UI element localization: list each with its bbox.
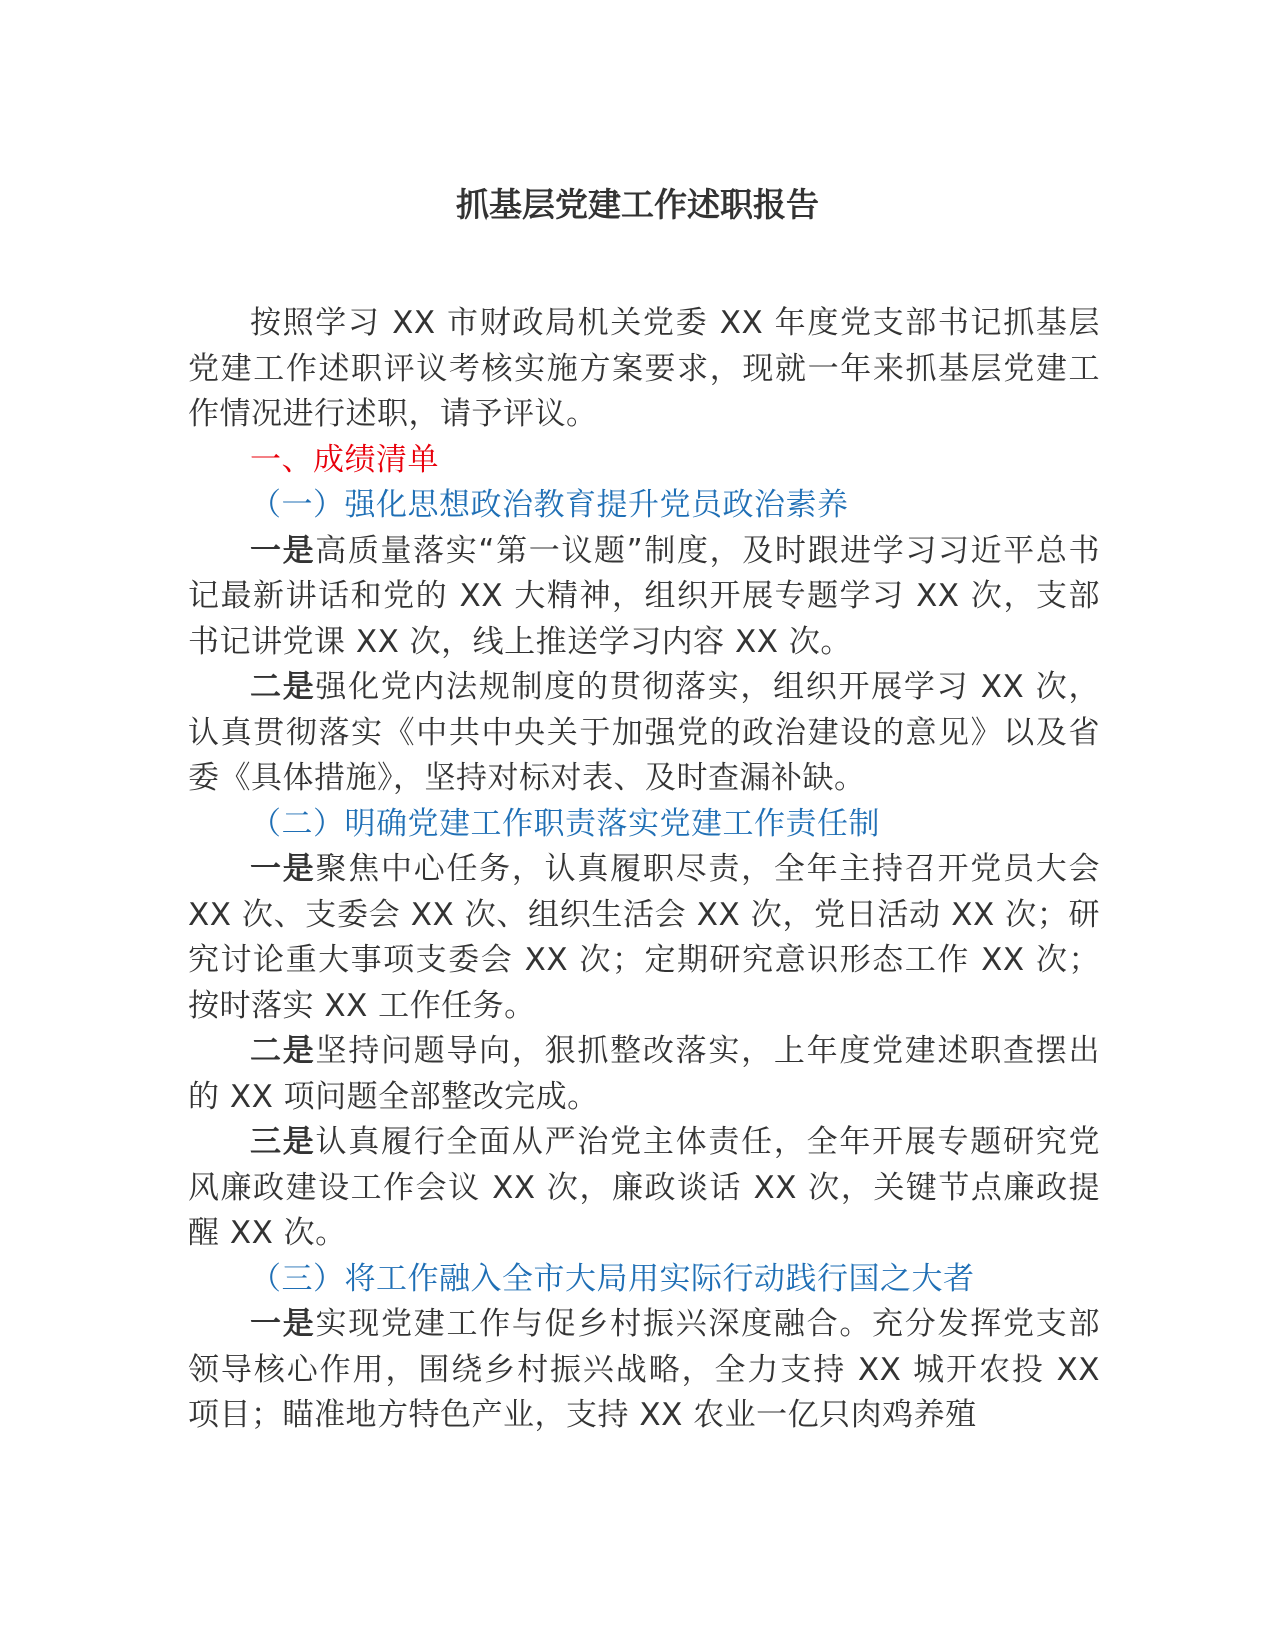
paragraph-lead: 一是 [250, 1306, 316, 1342]
paragraph-lead: 一是 [250, 851, 316, 887]
paragraph-text: 实现党建工作与促乡村振兴深度融合。充分发挥党支部领导核心作用，围绕乡村振兴战略，全力支持 XX 城开农投 XX 项目；瞄准地方特色产业，支持 XX 农业一亿只肉鸡养殖 [188, 1306, 1101, 1433]
intro-paragraph: 按照学习 XX 市财政局机关党委 XX 年度党支部书记抓基层党建工作述职评议考核实施方案要求，现就一年来抓基层党建工作情况进行述职，请予评议。 [188, 305, 1100, 432]
paragraph-3-1 [188, 1302, 1100, 1439]
paragraph-1-1 [188, 529, 1100, 666]
paragraph-2-3 [188, 1120, 1100, 1257]
document-title: 抓基层党建工作述职报告 [456, 185, 819, 224]
subsection-heading-1: （一）强化思想政治教育提升党员政治素养 [250, 487, 849, 523]
paragraph-2-1 [188, 847, 1100, 1029]
subsection-heading-3: （三）将工作融入全市大局用实际行动践行国之大者 [250, 1260, 975, 1297]
paragraph-text: 聚焦中心任务，认真履职尽责，全年主持召开党员大会 XX 次、支委会 XX 次、组织生活会 XX 次，党日活动 XX 次；研究讨论重大事项支委会 XX 次；定期研究意识形态工作 XX 次；按时落实 XX 工作任务。 [188, 851, 1101, 1024]
paragraph-lead: 二是 [250, 669, 316, 705]
paragraph-2-2 [188, 1029, 1100, 1120]
paragraph-lead: 二是 [250, 1033, 316, 1069]
paragraph-text: 强化党内法规制度的贯彻落实，组织开展学习 XX 次，认真贯彻落实《中共中央关于加强党的政治建设的意见》以及省委《具体措施》，坚持对标对表、及时查漏补缺。 [188, 669, 1100, 796]
paragraph-text: 坚持问题导向，狠抓整改落实，上年度党建述职查摆出的 XX 项问题全部整改完成。 [188, 1033, 1101, 1115]
paragraph-lead: 一是 [250, 532, 316, 569]
paragraph-text: 认真履行全面从严治党主体责任，全年开展专题研究党风廉政建设工作会议 XX 次，廉政谈话 XX 次，关键节点廉政提醒 XX 次。 [188, 1124, 1101, 1251]
paragraph-text: 高质量落实“第一议题”制度，及时跟进学习习近平总书记最新讲话和党的 XX 大精神，组织开展专题学习 XX 次，支部书记讲党课 XX 次，线上推送学习内容 XX 次。 [188, 532, 1100, 660]
subsection-heading-2: （二）明确党建工作职责落实党建工作责任制 [250, 805, 880, 842]
paragraph-1-2 [188, 665, 1100, 802]
paragraph-lead: 三是 [250, 1124, 316, 1160]
section-heading-achievements: 一、成绩清单 [250, 441, 439, 478]
document-body [188, 301, 1100, 1439]
